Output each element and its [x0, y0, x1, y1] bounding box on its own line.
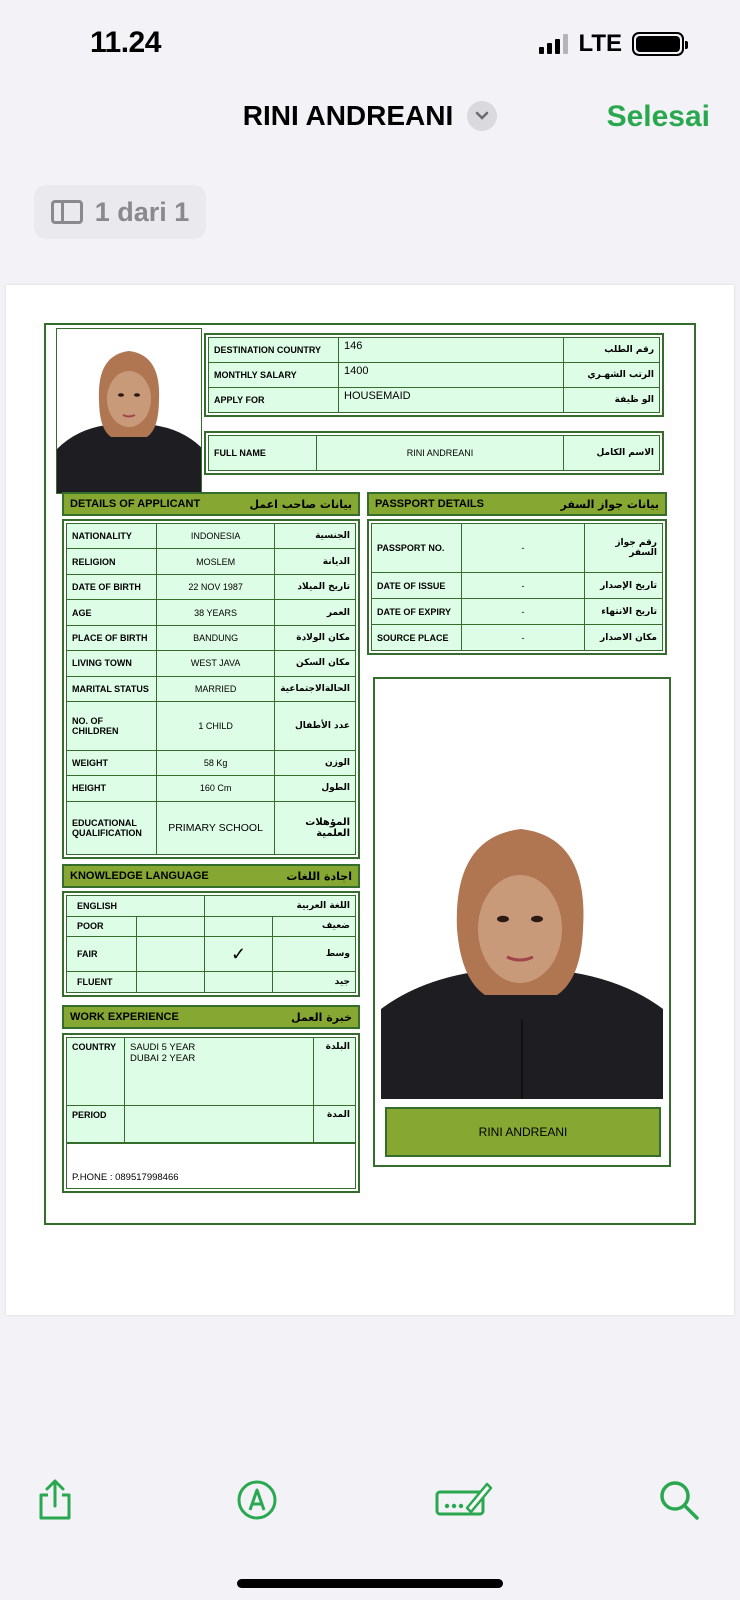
children-label: NO. OF CHILDREN	[67, 702, 157, 751]
source-place-label: SOURCE PLACE	[372, 625, 462, 651]
table-row	[67, 625, 356, 650]
work-country-value	[125, 1038, 314, 1106]
battery-icon	[632, 32, 684, 56]
applicant-photo-box	[373, 677, 671, 1167]
language-section-title-arabic: اجادة اللغات	[286, 869, 352, 883]
marital-status-label: MARITAL STATUS	[67, 676, 157, 701]
fair-label: FAIR	[67, 937, 137, 972]
fluent-cell	[137, 972, 205, 993]
living-town-value: WEST JAVA	[157, 651, 275, 676]
phone-number: P.HONE : 089517998466	[72, 1172, 179, 1183]
date-of-expiry-value: -	[462, 599, 585, 625]
date-of-birth-label: DATE OF BIRTH	[67, 574, 157, 599]
children-value: 1 CHILD	[157, 702, 275, 751]
full-name-table	[204, 431, 664, 475]
passport-details-table	[367, 519, 667, 655]
table-row	[67, 937, 356, 972]
applicant-section-header	[62, 492, 360, 516]
nationality-value: INDONESIA	[157, 524, 275, 549]
table-row	[209, 338, 660, 363]
marital-status-value: MARRIED	[157, 676, 275, 701]
applicant-photo-large	[381, 819, 663, 1099]
table-row	[372, 625, 663, 651]
work-country-line-2: DUBAI 2 YEAR	[130, 1053, 196, 1064]
table-row	[209, 363, 660, 388]
share-icon[interactable]	[30, 1475, 80, 1525]
table-row	[209, 436, 660, 471]
education-value: PRIMARY SCHOOL	[157, 801, 275, 854]
education-arabic: المؤهلات العلمية	[275, 801, 356, 854]
weight-value: 58 Kg	[157, 750, 275, 775]
source-place-arabic: مكان الاصدار	[585, 625, 663, 651]
passport-section-title: PASSPORT DETAILS	[375, 498, 484, 510]
destination-country-value: 146	[339, 338, 564, 363]
marital-status-arabic: الحالةالاجتماعية	[275, 676, 356, 701]
full-name-label: FULL NAME	[209, 436, 317, 471]
place-of-birth-label: PLACE OF BIRTH	[67, 625, 157, 650]
passport-section-title-arabic: بيانات جواز السفر	[560, 497, 659, 511]
date-of-expiry-label: DATE OF EXPIRY	[372, 599, 462, 625]
job-info-table	[204, 333, 664, 417]
destination-country-label: DESTINATION COUNTRY	[209, 338, 339, 363]
monthly-salary-value: 1400	[339, 363, 564, 388]
living-town-arabic: مكان السكن	[275, 651, 356, 676]
date-of-issue-arabic: تاريخ الإصدار	[585, 573, 663, 599]
work-country-label: COUNTRY	[67, 1038, 125, 1106]
applicant-section-title-arabic: بيانات صاحب اعمل	[249, 497, 352, 511]
table-row	[67, 524, 356, 549]
applicant-details-table	[62, 519, 360, 859]
poor-cell	[137, 916, 205, 937]
table-row	[67, 549, 356, 574]
height-value: 160 Cm	[157, 776, 275, 801]
source-place-value: -	[462, 625, 585, 651]
english-label: ENGLISH	[67, 896, 205, 917]
document-page[interactable]	[6, 285, 734, 1315]
home-indicator[interactable]	[237, 1579, 503, 1588]
signal-icon	[539, 34, 568, 54]
table-row	[67, 896, 356, 917]
nationality-label: NATIONALITY	[67, 524, 157, 549]
apply-for-arabic: الو ظيفة	[564, 388, 660, 413]
english-arabic: اللغة العربية	[205, 896, 356, 917]
full-name-arabic: الاسم الكامل	[564, 436, 660, 471]
applicant-photo-small	[56, 328, 202, 494]
religion-label: RELIGION	[67, 549, 157, 574]
table-row	[67, 651, 356, 676]
height-arabic: الطول	[275, 776, 356, 801]
table-row	[67, 776, 356, 801]
fair-arabic: وسط	[273, 937, 356, 972]
monthly-salary-label: MONTHLY SALARY	[209, 363, 339, 388]
passport-no-label: PASSPORT NO.	[372, 524, 462, 573]
table-row	[67, 574, 356, 599]
work-experience-table	[62, 1033, 360, 1193]
table-row	[372, 524, 663, 573]
fair-cell	[137, 937, 205, 972]
full-name-value: RINI ANDREANI	[317, 436, 564, 471]
status-time: 11.24	[90, 26, 161, 59]
destination-country-arabic: رقم الطلب	[564, 338, 660, 363]
education-label: EDUCATIONAL QUALIFICATION	[67, 801, 157, 854]
table-row	[67, 676, 356, 701]
work-period-value	[125, 1105, 314, 1143]
fluent-mark	[205, 972, 273, 993]
network-label: LTE	[578, 30, 622, 57]
table-row	[67, 1105, 356, 1143]
table-row	[67, 801, 356, 854]
date-of-birth-value: 22 NOV 1987	[157, 574, 275, 599]
passport-no-arabic: رقم جواز السفر	[585, 524, 663, 573]
apply-for-value: HOUSEMAID	[339, 388, 564, 413]
photo-caption: RINI ANDREANI	[385, 1107, 661, 1157]
passport-no-value: -	[462, 524, 585, 573]
fair-check-mark: ✓	[205, 937, 273, 972]
religion-value: MOSLEM	[157, 549, 275, 574]
language-section-title: KNOWLEDGE LANGUAGE	[70, 870, 209, 882]
weight-arabic: الوزن	[275, 750, 356, 775]
chevron-down-icon[interactable]	[467, 101, 497, 131]
table-row	[67, 916, 356, 937]
date-of-issue-label: DATE OF ISSUE	[372, 573, 462, 599]
work-section-header	[62, 1005, 360, 1029]
passport-section-header	[367, 492, 667, 516]
table-row	[372, 573, 663, 599]
date-of-expiry-arabic: تاريخ الانتهاء	[585, 599, 663, 625]
table-row	[372, 599, 663, 625]
nationality-arabic: الجنسية	[275, 524, 356, 549]
place-of-birth-arabic: مكان الولادة	[275, 625, 356, 650]
fluent-label: FLUENT	[67, 972, 137, 993]
markup-pen-icon[interactable]	[232, 1475, 282, 1525]
place-of-birth-value: BANDUNG	[157, 625, 275, 650]
work-country-arabic: البلدة	[314, 1038, 356, 1106]
language-table	[62, 891, 360, 997]
poor-arabic: ضعيف	[273, 916, 356, 937]
language-section-header	[62, 864, 360, 888]
done-button[interactable]: Selesai	[606, 100, 710, 133]
date-of-birth-arabic: تاريخ الميلاد	[275, 574, 356, 599]
fluent-arabic: جيد	[273, 972, 356, 993]
signature-icon[interactable]	[434, 1475, 494, 1525]
bottom-toolbar	[0, 1475, 740, 1535]
living-town-label: LIVING TOWN	[67, 651, 157, 676]
religion-arabic: الديانة	[275, 549, 356, 574]
work-period-label: PERIOD	[67, 1105, 125, 1143]
height-label: HEIGHT	[67, 776, 157, 801]
table-row	[67, 600, 356, 625]
applicant-section-title: DETAILS OF APPLICANT	[70, 498, 201, 510]
sidebar-icon	[51, 200, 83, 224]
weight-label: WEIGHT	[67, 750, 157, 775]
age-value: 38 YEARS	[157, 600, 275, 625]
apply-for-label: APPLY FOR	[209, 388, 339, 413]
search-icon[interactable]	[654, 1475, 704, 1525]
table-row	[67, 750, 356, 775]
table-row	[67, 972, 356, 993]
work-period-arabic: المدة	[314, 1105, 356, 1143]
work-country-line-1: SAUDI 5 YEAR	[130, 1042, 196, 1053]
monthly-salary-arabic: الرتب الشهـري	[564, 363, 660, 388]
page-indicator-label: 1 dari 1	[94, 196, 190, 227]
table-row	[67, 1038, 356, 1106]
table-row	[209, 388, 660, 413]
table-row	[67, 702, 356, 751]
poor-label: POOR	[67, 916, 137, 937]
document-title: RINI ANDREANI	[242, 100, 454, 131]
date-of-issue-value: -	[462, 573, 585, 599]
children-arabic: عدد الأطفال	[275, 702, 356, 751]
poor-mark	[205, 916, 273, 937]
page-indicator-button[interactable]	[34, 185, 206, 239]
age-label: AGE	[67, 600, 157, 625]
work-section-title-arabic: خبرة العمل	[291, 1010, 352, 1024]
age-arabic: العمر	[275, 600, 356, 625]
work-section-title: WORK EXPERIENCE	[70, 1011, 179, 1023]
status-indicators	[539, 30, 684, 58]
